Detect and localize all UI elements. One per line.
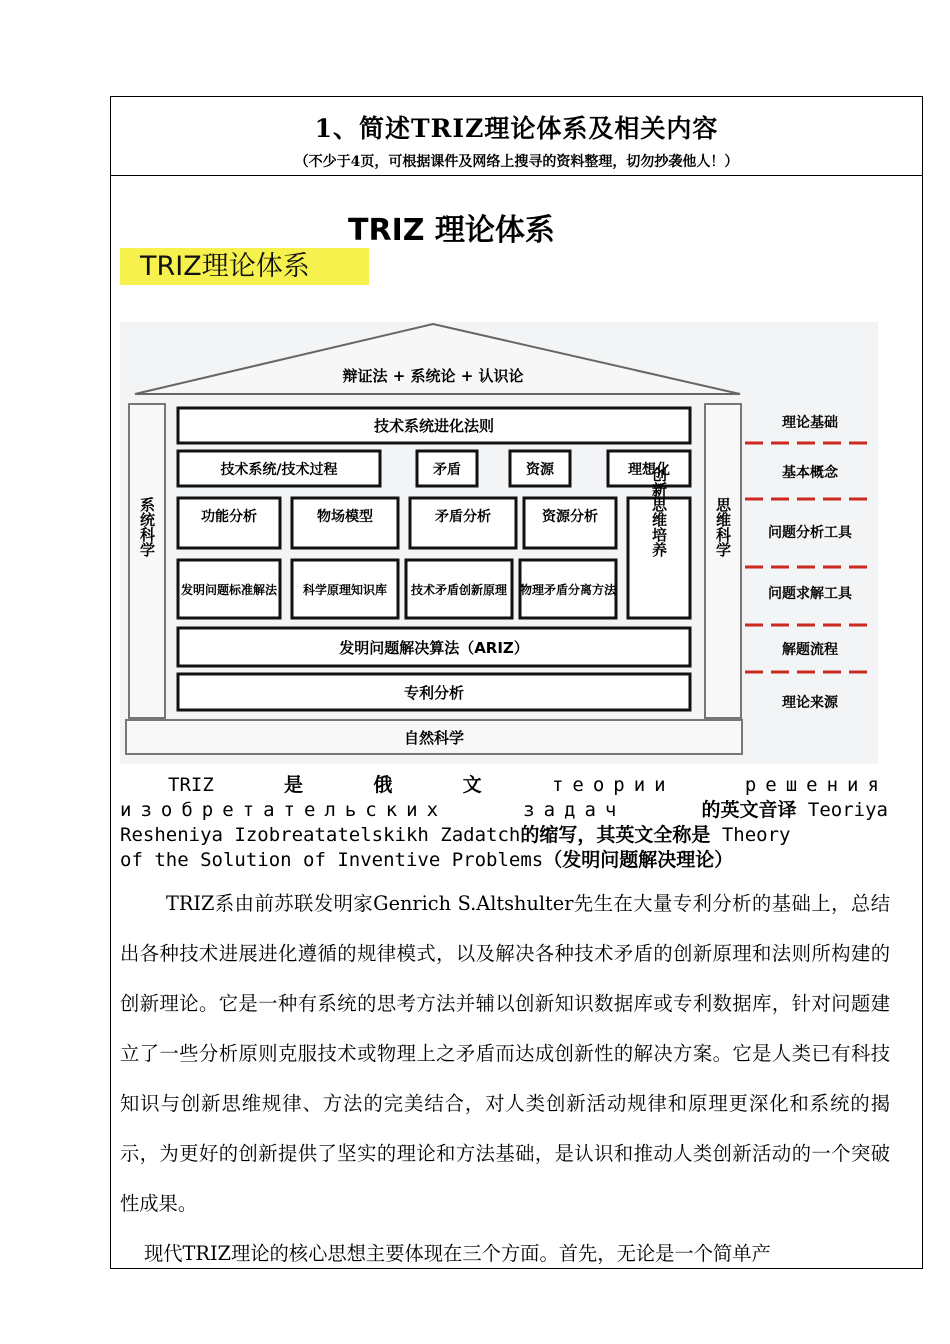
concept-label-4: 理想化 bbox=[628, 462, 670, 478]
question-subtitle: （不少于4页，可根据课件及网络上搜寻的资料整理，切勿抄袭他人！） bbox=[294, 154, 739, 170]
intro-russian-1: теории bbox=[551, 774, 675, 796]
intro-yinyi: 的英文音译 bbox=[701, 799, 797, 821]
side-label-4: 问题求解工具 bbox=[768, 586, 852, 602]
intro-wen: 文 bbox=[462, 774, 482, 796]
patent-label: 专利分析 bbox=[403, 684, 465, 702]
analysis-label-2: 物场模型 bbox=[317, 509, 373, 525]
intro-line3-zh: 的缩写，其英文全称是 bbox=[520, 824, 711, 846]
roof-label: 辩证法 + 系统论 + 认识论 bbox=[342, 367, 524, 385]
intro-russian-2: решения bbox=[744, 774, 888, 796]
solve-label-2: 科学原理知识库 bbox=[302, 583, 388, 597]
intro-russian-3: изобретательских bbox=[120, 799, 448, 821]
intro-triz: TRIZ bbox=[168, 774, 214, 796]
intro-shi: 是 bbox=[284, 774, 304, 796]
intro-teoriya: Teoriya bbox=[807, 799, 888, 821]
analysis-label-1: 功能分析 bbox=[201, 509, 257, 525]
document-table bbox=[110, 96, 923, 1269]
paragraph-1: TRIZ系由前苏联发明家Genrich S.Altshulter先生在大量专利分析的基础上，总结出各种技术进展进化遵循的规律模式，以及解决各种技术矛盾的创新原理和法则所构建的创新理论。它是一种有系统的思考方法并辅以创新知识数据库或专利数据库，针对问题建立了一些分析原则克服技术或物理上之矛盾而达成创新性的解决方案。它是人类已有科技知识与创新思维规律、方法的完美结合，对人类创新活动规律和原理更深化和系统的揭示，为更好的创新提供了坚实的理论和方法基础，是认识和推动人类创新活动的一个突破性成果。 bbox=[120, 892, 890, 1215]
ariz-label: 发明问题解决算法（ARIZ） bbox=[339, 639, 529, 657]
left-pillar-label: 系统科学 bbox=[138, 497, 156, 557]
concept-label-2: 矛盾 bbox=[433, 462, 461, 478]
intro-line3-latin: Resheniya Izobreatatelskikh Zadatch bbox=[120, 824, 521, 846]
concept-label-3: 资源 bbox=[526, 462, 554, 478]
side-label-5: 解题流程 bbox=[782, 642, 838, 658]
solve-label-4: 物理矛盾分离方法 bbox=[519, 583, 617, 597]
paragraph-2: 现代TRIZ理论的核心思想主要体现在三个方面。首先，无论是一个简单产 bbox=[144, 1242, 771, 1265]
body-text bbox=[120, 879, 890, 1279]
foundation-label: 自然科学 bbox=[403, 729, 465, 747]
question-title: 1、简述TRIZ理论体系及相关内容 bbox=[314, 114, 719, 143]
side-label-1: 理论基础 bbox=[782, 415, 838, 431]
triz-system-diagram bbox=[120, 322, 878, 764]
header-cell bbox=[111, 97, 922, 176]
analysis-label-3: 矛盾分析 bbox=[435, 509, 491, 525]
side-label-6: 理论来源 bbox=[782, 695, 838, 711]
left-pillar bbox=[129, 404, 165, 718]
right-pillar bbox=[705, 404, 741, 718]
side-label-3: 问题分析工具 bbox=[768, 525, 852, 541]
analysis-label-4: 资源分析 bbox=[542, 509, 598, 525]
intro-e: 俄 bbox=[373, 774, 393, 796]
concept-label-1: 技术系统/技术过程 bbox=[220, 462, 338, 478]
intro-paragraph bbox=[120, 773, 888, 873]
intro-line4-latin: of the Solution of Inventive Problems bbox=[120, 849, 544, 871]
intro-russian-4: задач bbox=[523, 799, 626, 821]
figure-tag-label: TRIZ理论体系 bbox=[120, 248, 369, 285]
side-label-2: 基本概念 bbox=[782, 465, 838, 481]
solve-label-3: 技术矛盾创新原理 bbox=[410, 583, 508, 597]
solve-label-1: 发明问题标准解法 bbox=[180, 583, 278, 597]
intro-theory: Theory bbox=[721, 824, 791, 846]
section-title: TRIZ 理论体系 bbox=[348, 213, 555, 248]
laws-label: 技术系统进化法则 bbox=[373, 417, 495, 435]
intro-line4-zh: （发明问题解决理论） bbox=[543, 849, 734, 871]
creative-label: 创新思维培养 bbox=[650, 467, 668, 557]
right-pillar-label: 思维科学 bbox=[714, 497, 732, 557]
